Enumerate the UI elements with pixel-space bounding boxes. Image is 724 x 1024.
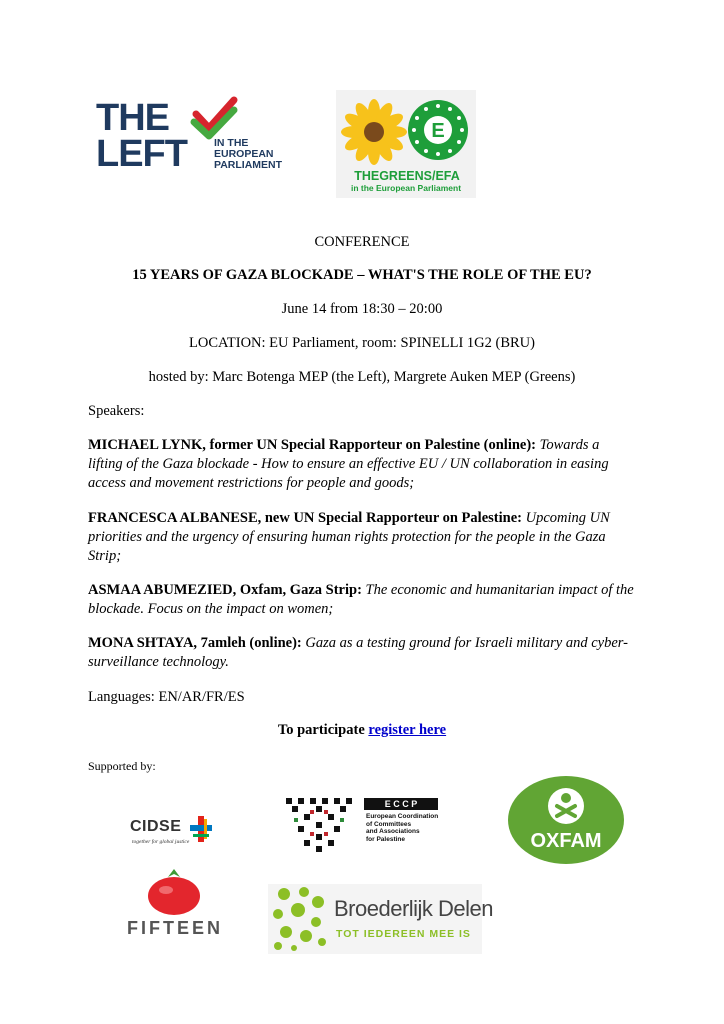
conference-label: CONFERENCE: [314, 234, 410, 250]
speaker-1-topic: Towards a lifting of the Gaza blockade - How to ensure an effective EU / UN collaboration in easing access and movement restrictions for people and goods;: [88, 437, 609, 491]
broederlijk-figures-icon: [270, 886, 330, 952]
eccp-full-1: European Coordination: [366, 813, 439, 820]
speaker-2: [88, 509, 636, 566]
speaker-3-name: ASMAA ABUMEZIED, Oxfam, Gaza Strip:: [88, 582, 362, 598]
conference-hosts: hosted by: Marc Botenga MEP (the Left), Margrete Auken MEP (Greens): [148, 369, 576, 385]
cidse-tagline: together for global justice: [132, 839, 190, 845]
oxfam-person-icon: [546, 786, 586, 826]
fifteen-name: FIFTEEN: [127, 918, 223, 938]
oxfam-name: OXFAM: [530, 830, 602, 852]
speaker-1-name: MICHAEL LYNK, former UN Special Rapporteur on Palestine (online):: [88, 437, 537, 453]
conference-title: 15 YEARS OF GAZA BLOCKADE – WHAT'S THE ROLE OF THE EU?: [132, 267, 592, 283]
broederlijk-name: Broederlijk Delen: [334, 896, 494, 921]
speaker-4-topic: Gaza as a testing ground for Israeli military and cyber-surveillance technology.: [88, 635, 628, 670]
languages: Languages: EN/AR/FR/ES: [88, 689, 245, 705]
speakers-label: Speakers:: [88, 403, 145, 419]
supported-by-label: Supported by:: [88, 759, 156, 773]
register-link[interactable]: register here: [368, 722, 447, 738]
eccp-logo: [284, 796, 440, 856]
eccp-full-3: and Associations: [366, 828, 420, 835]
the-left-sub1: IN THE: [214, 137, 249, 149]
conference-date: June 14 from 18:30 – 20:00: [281, 301, 443, 317]
broederlijk-delen-logo: [268, 884, 494, 954]
speaker-4: [88, 634, 636, 672]
cidse-logo: [130, 814, 214, 848]
participate-prefix: To participate: [277, 722, 365, 738]
tomato-icon: [146, 866, 202, 916]
speaker-1: [88, 436, 636, 493]
greens-name: GREENS/EFA: [379, 169, 460, 183]
eccp-embroidery-icon: [284, 796, 358, 856]
broederlijk-tagline: TOT IEDEREEN MEE IS: [336, 928, 471, 940]
oxfam-logo: [508, 776, 624, 864]
svg-text:E: E: [431, 120, 445, 142]
speaker-2-name: FRANCESCA ALBANESE, new UN Special Rapporteur on Palestine:: [88, 510, 522, 526]
eccp-full-2: of Committees: [366, 820, 412, 828]
speaker-3: [88, 581, 636, 619]
the-left-logo: [96, 96, 296, 180]
participate-line: [0, 722, 724, 739]
greens-sub: in the European Parliament: [350, 183, 462, 193]
speaker-3-topic: The economic and humanitarian impact of the blockade. Focus on the impact on women;: [88, 582, 634, 617]
the-left-main: THE LEFT: [96, 97, 187, 175]
cidse-cross-icon: [190, 816, 212, 842]
eccp-abbr: E C C P: [364, 798, 438, 810]
greens-the: THE: [354, 169, 380, 183]
greens-efa-logo: [336, 90, 476, 198]
cidse-name: CIDSE: [130, 818, 182, 835]
speaker-2-topic: Upcoming UN priorities and the urgency of ensuring human rights protection for the people in the Gaza Strip;: [88, 510, 610, 564]
the-left-sub3: PARLIAMENT: [214, 159, 283, 171]
the-left-wordmark: [96, 97, 216, 175]
the-left-sub2: EUROPEAN: [214, 148, 274, 160]
conference-location: LOCATION: EU Parliament, room: SPINELLI 1G2 (BRU): [189, 335, 535, 351]
eccp-full-4: for Palestine: [366, 835, 406, 843]
fifteen-logo: [120, 866, 230, 942]
speaker-4-name: MONA SHTAYA, 7amleh (online):: [88, 635, 302, 651]
